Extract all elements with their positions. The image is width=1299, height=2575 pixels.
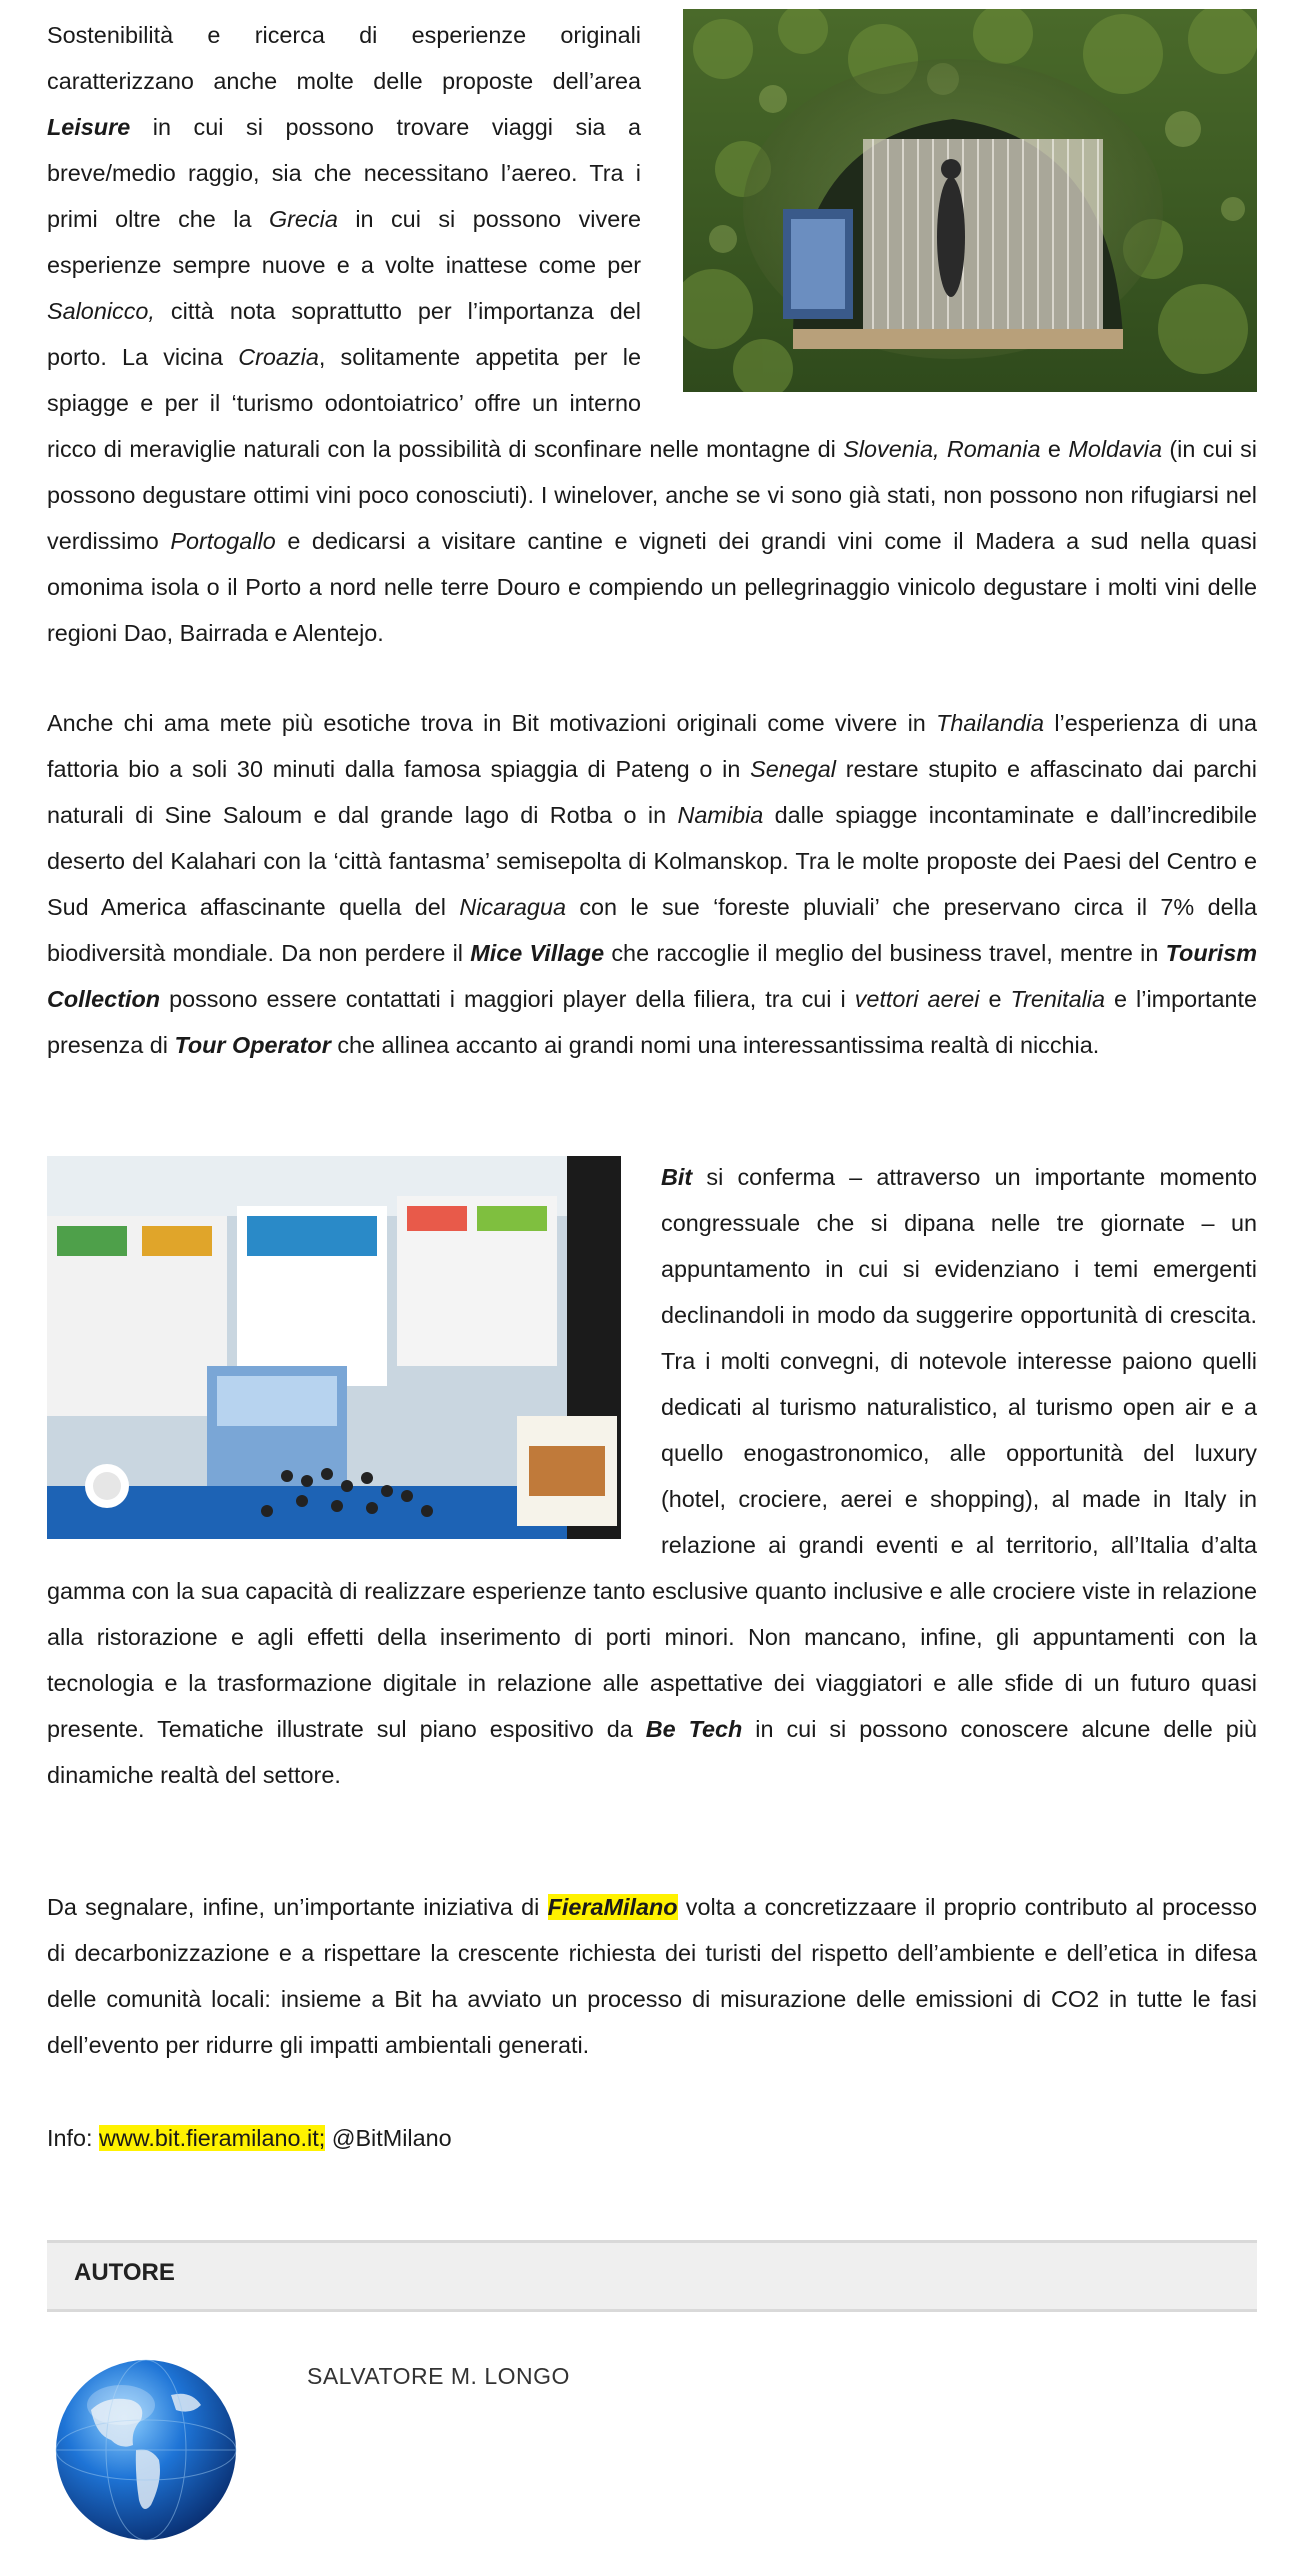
- text-run: con le sue ‘foreste pluviali’ che preservano circa il 7% della biodiversità mondiale. Da non perdere il: [47, 894, 1257, 966]
- text-run: Salonicco,: [47, 298, 155, 324]
- text-run: restare stupito e affascinato dai parchi naturali di Sine Saloum e dal grande lago di Rotba o in: [47, 756, 1257, 828]
- text-run: dalle spiagge incontaminate e dall’incredibile deserto del Kalahari con la ‘città fantasma’ semisepolta di Kolmanskop. Tra le molte proposte dei Paesi del Centro e Sud America affascinante quella del: [47, 802, 1257, 920]
- text-run: e: [1040, 436, 1069, 462]
- text-run: Bit: [661, 1164, 693, 1190]
- text-run: Sostenibilità e ricerca di esperienze originali caratterizzano anche molte delle proposte dell’area: [47, 22, 641, 94]
- text-run: Da segnalare, infine, un’importante iniziativa di: [47, 1894, 548, 1920]
- text-run: e: [979, 986, 1011, 1012]
- text-run: e dedicarsi a visitare cantine e vigneti dei grandi vini come il Madera a sud nella quasi omonima isola o il Porto a nord nelle terre Douro e compiendo un pellegrinaggio vinicolo degustare i molti vini delle regioni Dao, Bairrada e Alentejo.: [47, 528, 1257, 646]
- garden-installation-photo: [683, 9, 1257, 392]
- text-run: in cui si possono conoscere alcune delle più dinamiche realtà del settore.: [47, 1716, 1257, 1788]
- text-run: Tour Operator: [174, 1032, 331, 1058]
- fair-hall-photo: [47, 1156, 621, 1539]
- text-run: in cui si possono trovare viaggi sia a breve/medio raggio, sia che necessitano l’aereo. Tra i primi oltre che la: [47, 114, 641, 232]
- text-run: volta a concretizzaare il proprio contributo al processo di decarbonizzazione e a rispettare la crescente richiesta dei turisti del rispetto dell’ambiente e dell’etica in difesa delle comunità locali: insieme a Bit ha avviato un processo di misurazione delle emissioni di CO2 in tutte le fasi dell’evento per ridurre gli impatti ambientali generati.: [47, 1894, 1257, 2058]
- article-section-3: [47, 1154, 1257, 1798]
- text-run: Portogallo: [170, 528, 276, 554]
- author-name[interactable]: SALVATORE M. LONGO: [307, 2363, 570, 2389]
- text-run: Anche chi ama mete più esotiche trova in Bit motivazioni originali come vivere in: [47, 710, 937, 736]
- text-run: (in cui si possono degustare ottimi vini poco conosciuti). I winelover, anche se vi sono già stati, non possono non rifugiarsi nel verdissimo: [47, 436, 1257, 554]
- text-run: Croazia: [238, 344, 319, 370]
- info-line: [47, 2115, 1257, 2161]
- article-paragraph: [47, 1884, 1257, 2068]
- text-run: vettori aerei: [854, 986, 980, 1012]
- text-run: che raccoglie il meglio del business travel, mentre in: [604, 940, 1166, 966]
- text-run: Slovenia, Romania: [843, 436, 1041, 462]
- text-run: Tourism Collection: [47, 940, 1258, 1012]
- text-run: e l’importante presenza di: [47, 986, 1257, 1058]
- article-section-4: [47, 1884, 1257, 2068]
- text-run: Be Tech: [645, 1716, 743, 1742]
- author-heading: AUTORE: [74, 2259, 175, 2286]
- text-run: si conferma – attraverso un importante momento congressuale che si dipana nelle tre giornate – un appuntamento in cui si evidenziano i temi emergenti declinandoli in modo da suggerire opportunità di crescita. Tra i molti convegni, di notevole interesse paiono quelli dedicati al turismo naturalistico, al turismo open air e a quello enogastronomico, alle opportunità del luxury (hotel, crociere, aerei e shopping), al made in Italy in relazione ai grandi eventi e al territorio, all’Italia d’alta gamma con la sua capacità di realizzare esperienze tanto esclusive quanto inclusive e alle crociere viste in relazione alla ristorazione e agli effetti della inserimento di porti minori. Non mancano, infine, gli appuntamenti con la tecnologia e la trasformazione digitale in relazione alle aspettative dei viaggiatori e alle sfide di un futuro quasi presente. Tematiche illustrate sul piano espositivo da: [47, 1164, 1257, 1742]
- text-run: Nicaragua: [459, 894, 566, 920]
- author-avatar-globe-icon: [51, 2355, 241, 2545]
- article-section-1: [47, 12, 1257, 656]
- text-run: in cui si possono vivere esperienze sempre nuove e a volte inattese come per: [47, 206, 641, 278]
- text-run: città nota soprattutto per l’importanza del porto. La vicina: [47, 298, 641, 370]
- website-link[interactable]: www.bit.fieramilano.it;: [99, 2125, 326, 2151]
- text-run: Senegal: [750, 756, 836, 782]
- text-run: Mice Village: [470, 940, 605, 966]
- text-run: Leisure: [47, 114, 131, 140]
- text-run: che allinea accanto ai grandi nomi una interessantissima realtà di nicchia.: [330, 1032, 1100, 1058]
- text-run: Grecia: [268, 206, 338, 232]
- fieramilano-highlight: FieraMilano: [547, 1894, 678, 1920]
- text-run: possono essere contattati i maggiori player della filiera, tra cui i: [160, 986, 855, 1012]
- text-run: Trenitalia: [1010, 986, 1105, 1012]
- author-header: [47, 2240, 1257, 2312]
- text-run: Moldavia: [1068, 436, 1162, 462]
- text-run: l’esperienza di una fattoria bio a soli 30 minuti dalla famosa spiaggia di Pateng o in: [47, 710, 1257, 782]
- social-handle: @BitMilano: [325, 2125, 452, 2151]
- info-label: Info:: [47, 2125, 100, 2151]
- text-run: , solitamente appetita per le spiagge e per il ‘turismo odontoiatrico’ offre un interno ricco di meraviglie naturali con la possibilità di sconfinare nelle montagne di: [47, 344, 844, 462]
- text-run: Namibia: [677, 802, 764, 828]
- article-paragraph: [47, 700, 1257, 1068]
- article-paragraph: [47, 2115, 1257, 2161]
- article-section-2: [47, 700, 1257, 1068]
- text-run: Thailandia: [936, 710, 1045, 736]
